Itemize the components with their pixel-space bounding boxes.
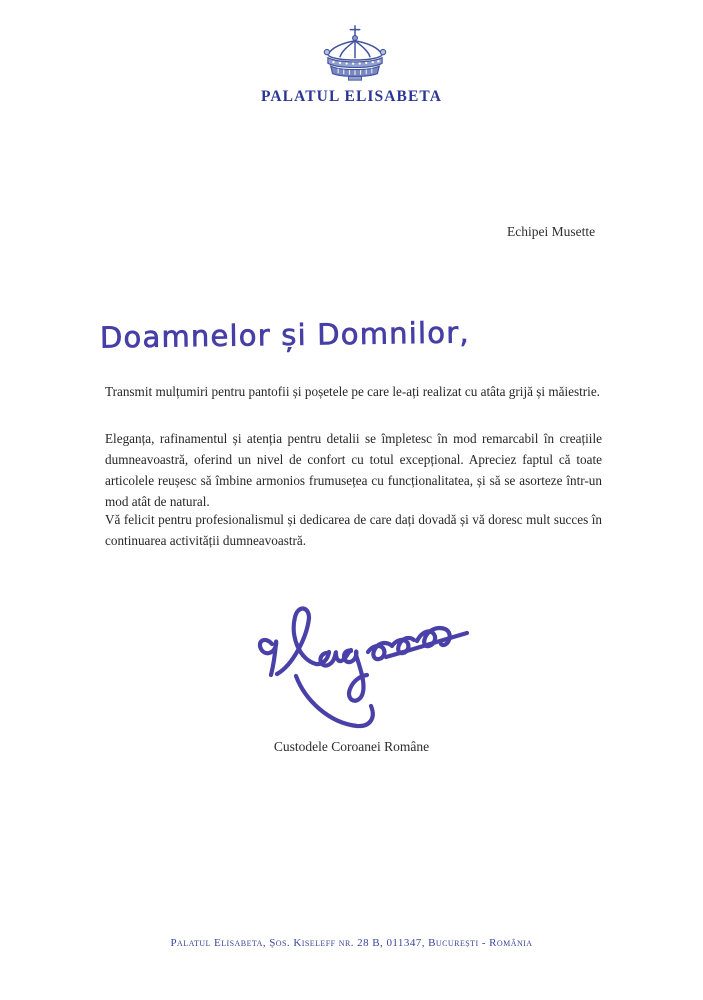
letterhead-organization: PALATUL ELISABETA	[260, 88, 443, 105]
crown-icon	[317, 24, 393, 82]
footer-address: Palatul Elisabeta, Șos. Kiseleff nr. 28 B, 011347, București - România	[170, 937, 533, 949]
body-paragraph-1: Transmit mulțumiri pentru pantofii și poșetele pe care le-ați realizat cu atâta grijă și măiestrie.	[105, 384, 600, 399]
recipient-line: Echipei Musette	[507, 224, 596, 239]
body-paragraph-3: Vă felicit pentru profesionalismul și dedicarea de care dați dovadă și vă doresc mult succes în continuarea activității dumneavoastră.	[105, 512, 602, 548]
signature-handwritten	[251, 595, 473, 739]
body-paragraph-2: Eleganța, rafinamentul și atenția pentru detalii se împletesc în mod remarcabil în creațiile dumneavoastră, oferind un nivel de confort cu totul excepțional. Apreciez faptul că toate articolele reușesc să îmbine armonios frumusețea cu funcționalitatea, și să se asorteze într-un mod atât de natural.	[105, 431, 602, 509]
signer-title: Custodele Coroanei Române	[273, 739, 430, 754]
salutation-handwritten: Doamnelor și Domnilor,	[99, 315, 470, 355]
